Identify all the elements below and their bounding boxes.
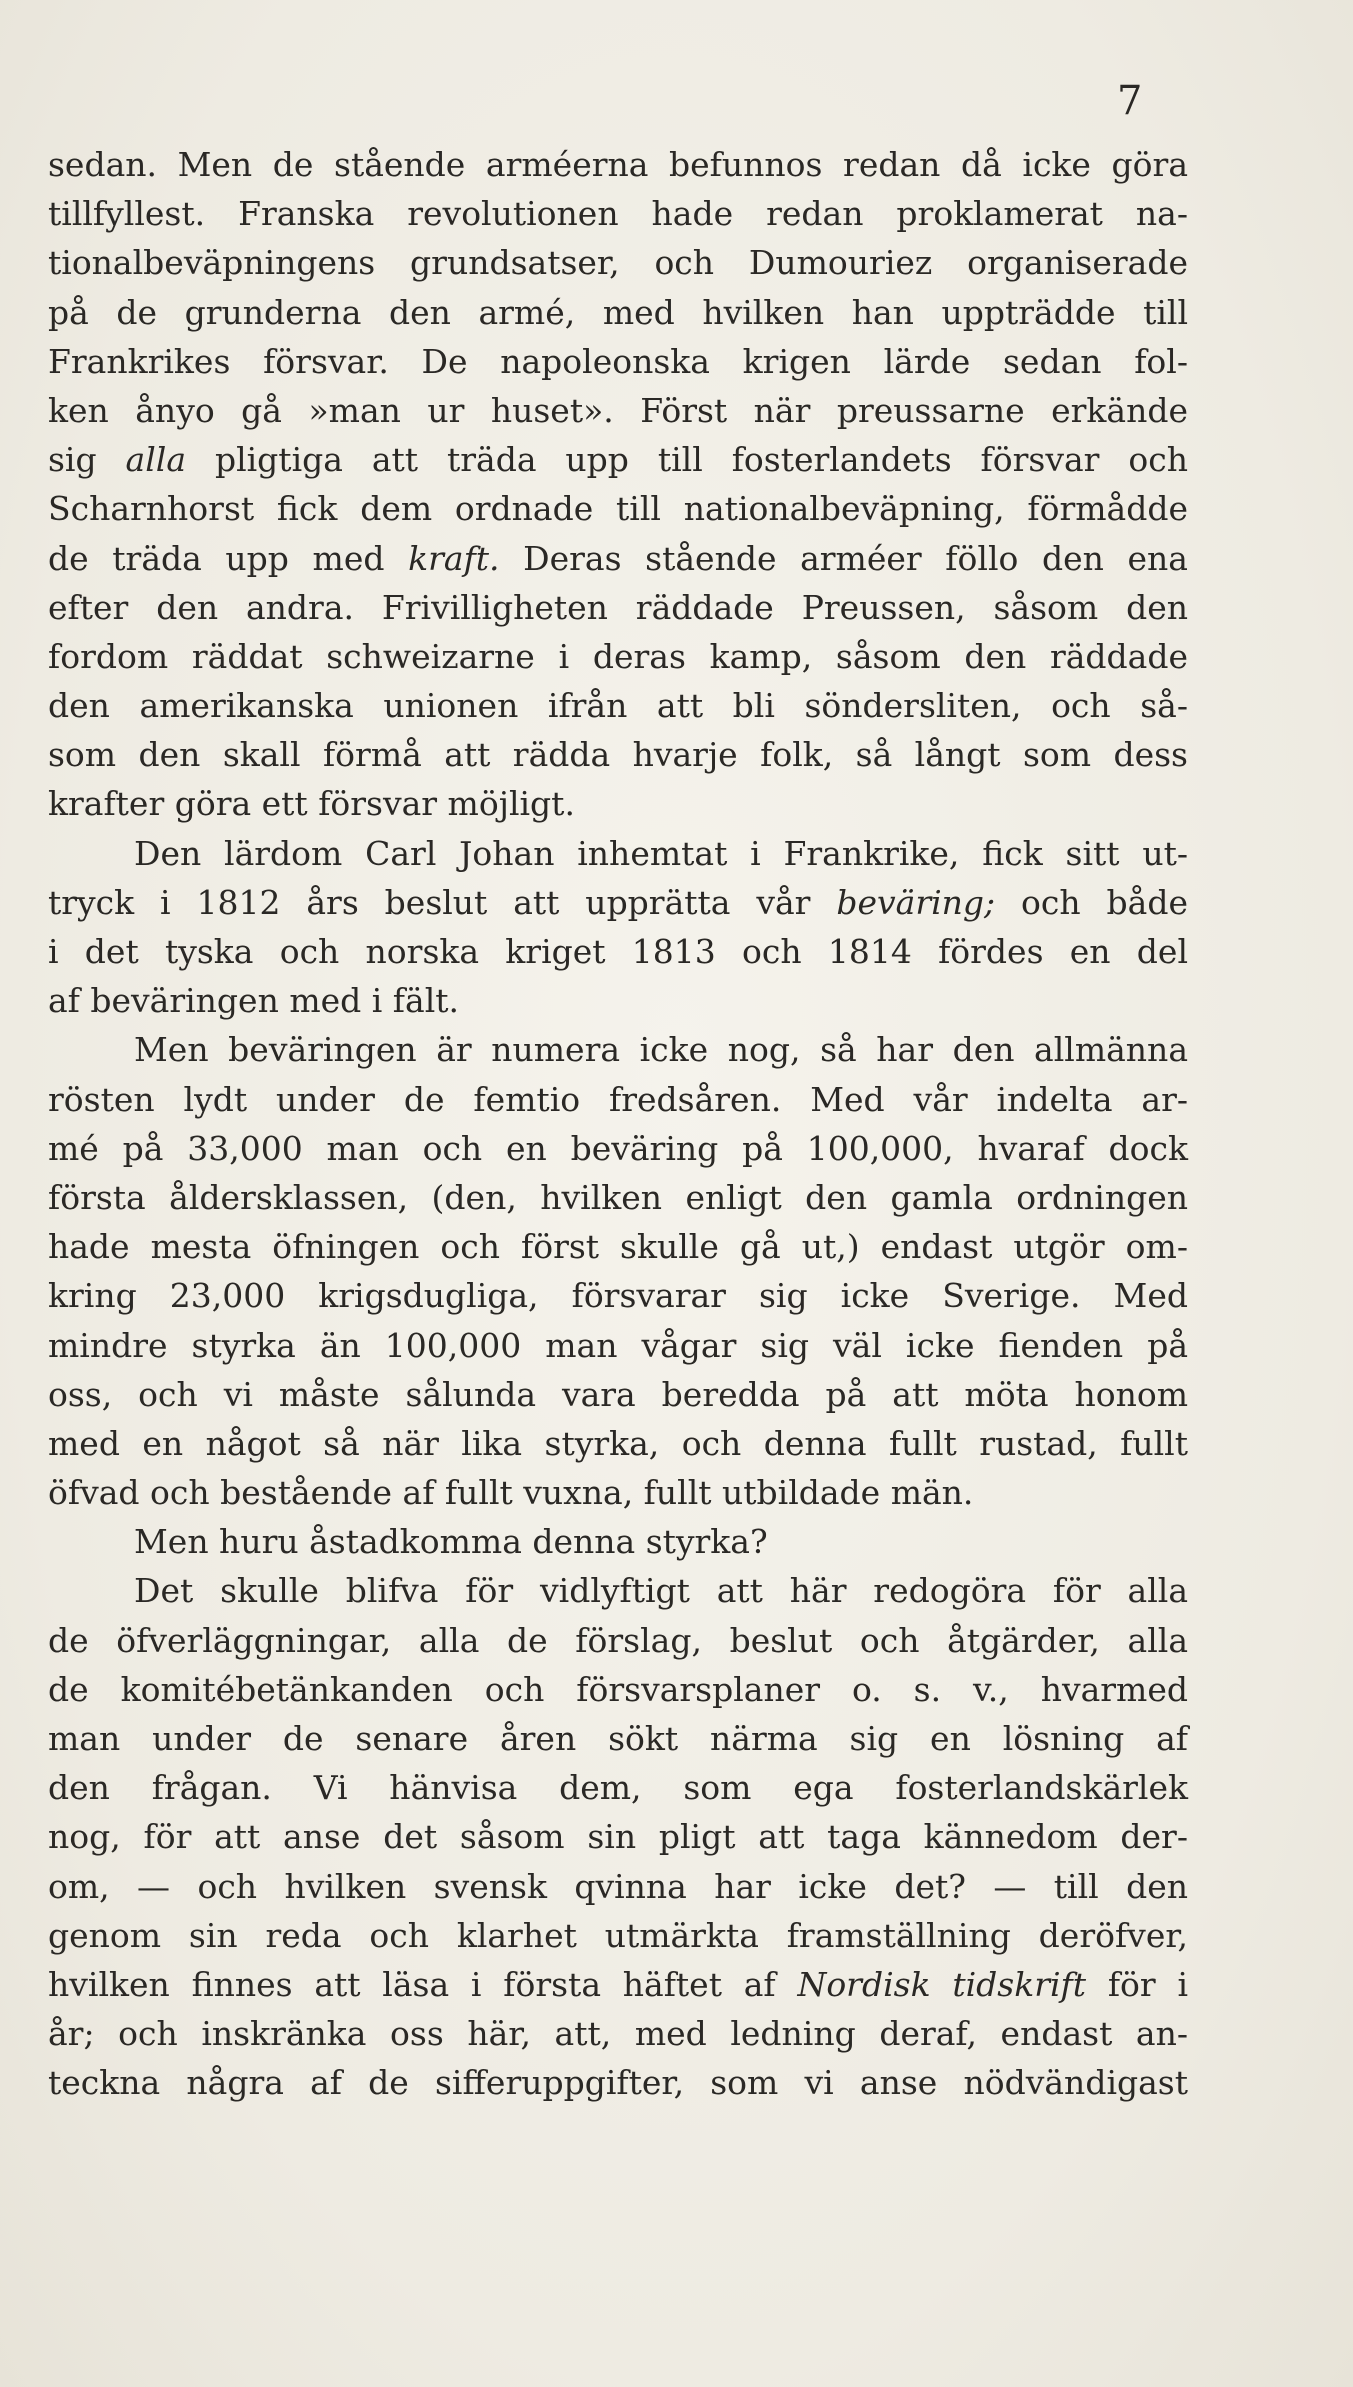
text-run: fordom räddat schweizarne i deras kamp, såsom den räddade	[48, 636, 1188, 676]
text-line	[48, 386, 1188, 435]
text-line	[48, 1714, 1188, 1763]
text-run: tillfyllest. Franska revolutionen hade redan proklamerat na-	[48, 194, 1188, 234]
text-run: sedan. Men de stående arméerna befunnos redan då icke göra	[48, 145, 1188, 184]
text-line	[48, 1862, 1188, 1911]
italic-text: kraft.	[408, 538, 500, 578]
text-line	[48, 829, 1188, 878]
text-line	[48, 1370, 1188, 1419]
text-run: med en något så när lika styrka, och denna fullt rustad, fullt	[48, 1423, 1188, 1463]
text-run: af beväringen med i fält.	[48, 981, 460, 1021]
text-line	[48, 1419, 1188, 1468]
text-run: i det tyska och norska kriget 1813 och 1814 fördes en del	[48, 932, 1188, 971]
text-line	[48, 1665, 1188, 1714]
text-line	[48, 1321, 1188, 1370]
text-run: kring 23,000 krigsdugliga, försvarar sig icke Sverige. Med	[48, 1276, 1188, 1316]
text-run: ken ånyo gå »man ur huset». Först när preussarne erkände	[48, 390, 1188, 430]
text-run: Men beväringen är numera icke nog, så har den allmänna	[134, 1030, 1188, 1070]
text-line	[48, 1763, 1188, 1812]
text-line	[48, 484, 1188, 533]
text-run: de komitébetänkanden och försvarsplaner o. s. v., hvarmed	[48, 1669, 1188, 1709]
text-line	[48, 435, 1188, 484]
text-run: teckna några af de sifferuppgifter, som vi anse nödvändigast	[48, 2063, 1188, 2103]
text-run: Deras stående arméer föllo den ena	[499, 538, 1188, 578]
text-run: år; och inskränka oss här, att, med ledning deraf, endast an-	[48, 2014, 1188, 2054]
text-line	[48, 976, 1188, 1025]
text-line	[48, 1173, 1188, 1222]
text-run: hvilken finnes att läsa i första häftet af	[48, 1964, 798, 2004]
text-line	[48, 2009, 1188, 2058]
text-line	[48, 1960, 1188, 2009]
text-line	[48, 1468, 1188, 1517]
text-run: och både	[995, 882, 1188, 922]
text-run: rösten lydt under de femtio fredsåren. Med vår indelta ar-	[48, 1079, 1188, 1119]
text-run: man under de senare åren sökt närma sig en lösning af	[48, 1719, 1188, 1758]
text-run: efter den andra. Frivilligheten räddade Preussen, såsom den	[48, 587, 1188, 627]
text-run: de träda upp med	[48, 538, 409, 578]
text-line	[48, 140, 1188, 189]
text-run: om, — och hvilken svensk qvinna har icke det? — till den	[48, 1866, 1188, 1906]
text-run: oss, och vi måste sålunda vara beredda på att möta honom	[48, 1374, 1188, 1414]
text-line	[48, 238, 1188, 287]
italic-text: beväring;	[836, 882, 996, 922]
text-line	[48, 1075, 1188, 1124]
text-run: för i	[1086, 1964, 1189, 2004]
text-run: krafter göra ett försvar möjligt.	[48, 784, 575, 824]
text-run: pligtiga att träda upp till fosterlandets försvar och	[186, 440, 1188, 480]
text-run: första åldersklassen, (den, hvilken enligt den gamla ordningen	[48, 1177, 1188, 1217]
text-line	[48, 189, 1188, 238]
text-line	[48, 927, 1188, 976]
text-run: på de grunderna den armé, med hvilken han uppträdde till	[48, 292, 1188, 332]
text-line	[48, 681, 1188, 730]
italic-text: Nordisk tidskrift	[797, 1964, 1087, 2004]
text-line	[48, 1025, 1188, 1074]
text-line	[48, 337, 1188, 386]
text-line	[48, 1271, 1188, 1320]
text-line	[48, 632, 1188, 681]
text-run: Scharnhorst fick dem ordnade till nationalbeväpning, förmådde	[48, 489, 1188, 529]
body-text	[48, 140, 1188, 2108]
text-run: Det skulle blifva för vidlyftigt att här redogöra för alla	[134, 1571, 1188, 1611]
text-run: tionalbeväpningens grundsatser, och Dumouriez organiserade	[48, 243, 1188, 283]
text-run: nog, för att anse det såsom sin pligt att taga kännedom der-	[48, 1817, 1188, 1857]
text-line	[48, 1566, 1188, 1615]
text-run: som den skall förmå att rädda hvarje folk, så långt som dess	[48, 735, 1188, 775]
text-run: Men huru åstadkomma denna styrka?	[134, 1522, 768, 1562]
text-line	[48, 288, 1188, 337]
text-line	[48, 878, 1188, 927]
text-line	[48, 2058, 1188, 2107]
text-line	[48, 1222, 1188, 1271]
text-run: Frankrikes försvar. De napoleonska krigen lärde sedan fol-	[48, 341, 1188, 381]
text-run: den frågan. Vi hänvisa dem, som ega fosterlandskärlek	[48, 1768, 1188, 1808]
text-line	[48, 1616, 1188, 1665]
text-line	[48, 1517, 1188, 1566]
text-run: tryck i 1812 års beslut att upprätta vår	[48, 882, 837, 922]
text-run: sig	[48, 440, 126, 480]
text-line	[48, 730, 1188, 779]
text-line	[48, 1124, 1188, 1173]
text-run: Den lärdom Carl Johan inhemtat i Frankrike, fick sitt ut-	[134, 833, 1188, 873]
italic-text: alla	[125, 440, 187, 480]
text-run: mé på 33,000 man och en beväring på 100,000, hvaraf dock	[48, 1128, 1188, 1168]
text-line	[48, 534, 1188, 583]
text-run: den amerikanska unionen ifrån att bli söndersliten, och så-	[48, 686, 1188, 726]
text-line	[48, 1812, 1188, 1861]
text-line	[48, 1911, 1188, 1960]
text-line	[48, 583, 1188, 632]
text-line	[48, 779, 1188, 828]
text-run: öfvad och bestående af fullt vuxna, fullt utbildade män.	[48, 1473, 974, 1513]
text-run: de öfverläggningar, alla de förslag, beslut och åtgärder, alla	[48, 1620, 1188, 1660]
page-number: 7	[1117, 78, 1143, 124]
text-run: genom sin reda och klarhet utmärkta framställning deröfver,	[48, 1915, 1188, 1955]
text-run: mindre styrka än 100,000 man vågar sig väl icke fienden på	[48, 1325, 1188, 1365]
text-run: hade mesta öfningen och först skulle gå ut,) endast utgör om-	[48, 1227, 1188, 1267]
